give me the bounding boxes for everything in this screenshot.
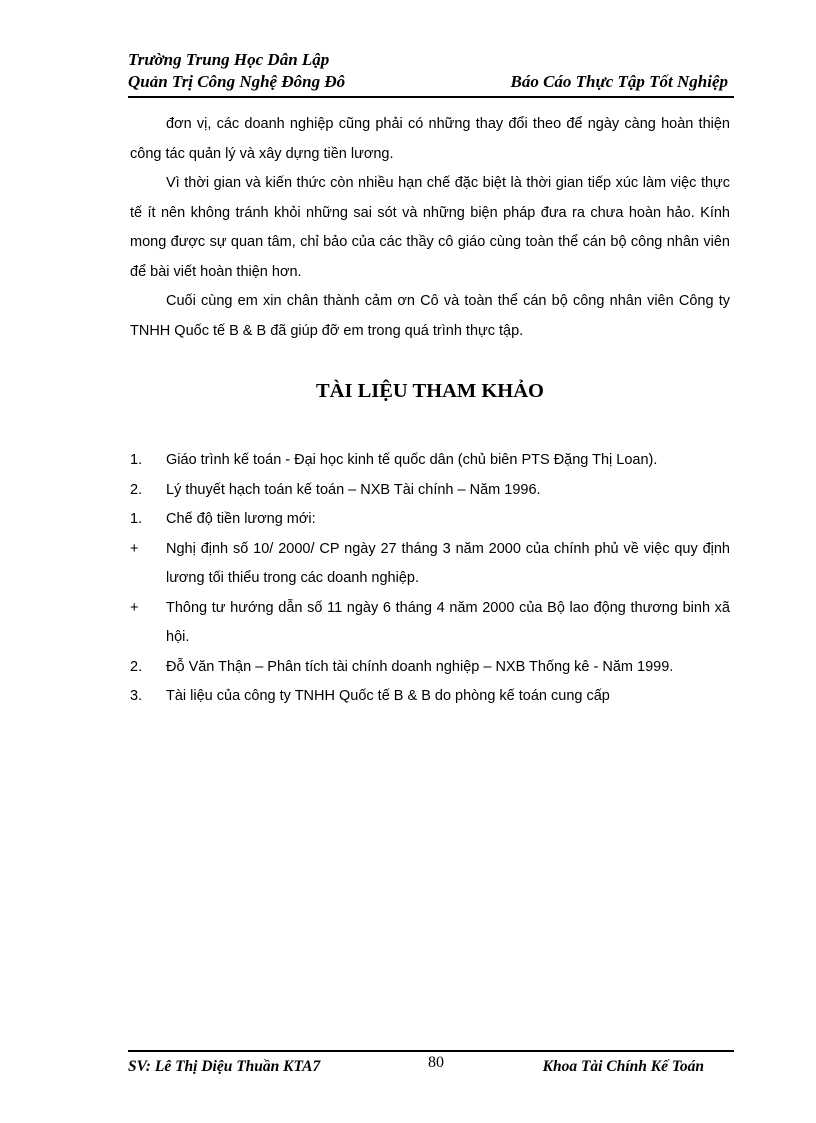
page-number: 80 [428, 1054, 444, 1071]
list-item [130, 653, 730, 683]
footer-student-name: SV: Lê Thị Diệu Thuần KTA7 [128, 1058, 321, 1075]
list-item-text: Giáo trình kế toán - Đại học kinh tế quốc dân (chủ biên PTS Đặng Thị Loan). [166, 452, 658, 468]
list-marker: 2. [130, 481, 143, 498]
footer-faculty: Khoa Tài Chính Kế Toán [542, 1058, 704, 1075]
list-marker: 1. [130, 452, 143, 468]
list-marker: + [130, 540, 139, 557]
header-school-name: Trường Trung Học Dân Lập [128, 50, 330, 69]
paragraph: Cuối cùng em xin chân thành cảm ơn Cô và toàn thể cán bộ công nhân viên Công ty TNHH Quốc tế B & B đã giúp đỡ em trong quá trình thực tập. [130, 293, 730, 339]
header-school-subtitle: Quản Trị Công Nghệ Đông Đô [128, 72, 346, 91]
list-item [130, 682, 730, 712]
list-item-text: Thông tư hướng dẫn số 11 ngày 6 tháng 4 năm 2000 của Bộ lao động thương binh xã hội. [166, 599, 730, 645]
header-report-title: Báo Cáo Thực Tập Tốt Nghiệp [510, 72, 728, 91]
list-item [130, 594, 730, 653]
body-text [130, 110, 730, 346]
list-item [130, 535, 730, 594]
list-item-text: Nghị định số 10/ 2000/ CP ngày 27 tháng 3 năm 2000 của chính phủ về việc quy định lương tối thiểu trong các doanh nghiệp. [166, 540, 730, 586]
references-title: TÀI LIỆU THAM KHẢO [315, 380, 544, 402]
paragraph: Vì thời gian và kiến thức còn nhiều hạn chế đặc biệt là thời gian tiếp xúc làm việc thực tế ít nên không tránh khỏi những sai sót và những biện pháp đưa ra chưa hoàn hảo. Kính mong được sự quan tâm, chỉ bảo của các thầy cô giáo cùng toàn thể cán bộ công nhân viên để bài viết hoàn thiện hơn. [130, 175, 730, 280]
list-item-text: Tài liệu của công ty TNHH Quốc tế B & B do phòng kế toán cung cấp [166, 688, 610, 704]
list-marker: 3. [130, 688, 143, 704]
list-marker: 1. [130, 511, 143, 527]
list-item [130, 476, 730, 506]
list-item-text: Chế độ tiền lương mới: [166, 511, 316, 527]
list-item [130, 505, 730, 535]
page-footer [128, 1050, 734, 1082]
list-item-text: Đỗ Văn Thận – Phân tích tài chính doanh nghiệp – NXB Thống kê - Năm 1999. [166, 658, 674, 675]
list-item-text: Lý thuyết hạch toán kế toán – NXB Tài chính – Năm 1996. [166, 481, 541, 498]
paragraph: đơn vị, các doanh nghiệp cũng phải có những thay đổi theo để ngày càng hoàn thiện công tác quản lý và xây dựng tiền lương. [130, 116, 730, 162]
references-list [130, 446, 730, 712]
list-item [130, 446, 730, 476]
list-marker: 2. [130, 658, 143, 675]
page-header [128, 50, 734, 98]
list-marker: + [130, 599, 139, 616]
